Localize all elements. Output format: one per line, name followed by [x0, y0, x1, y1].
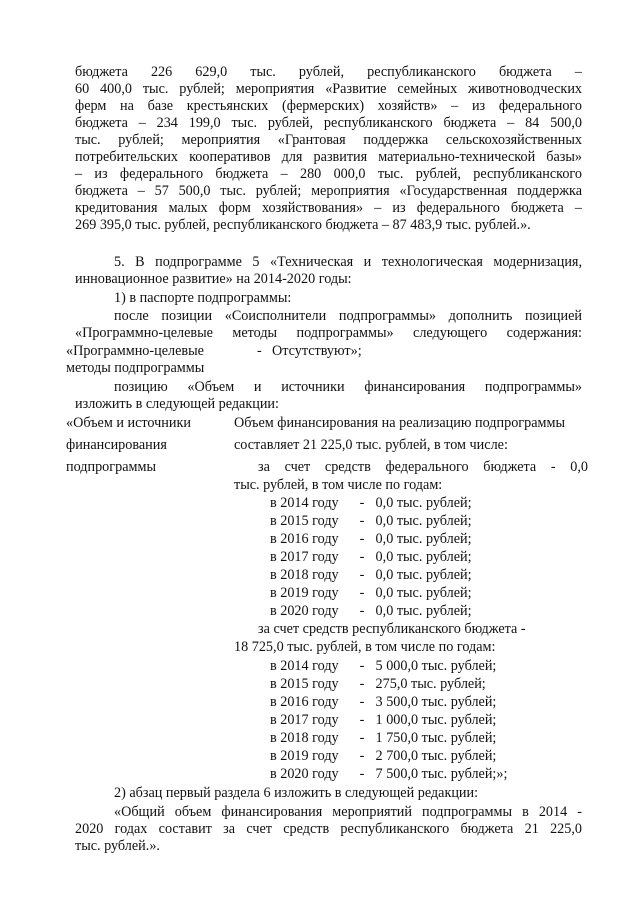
funding-label: финансирования [66, 437, 167, 453]
republic-year-row: в 2018 году - 1 750,0 тыс. рублей; [270, 730, 497, 746]
position-instruction-cont: изложить в следующей редакции: [75, 396, 279, 412]
republic-year-row: в 2015 году - 275,0 тыс. рублей; [270, 676, 486, 692]
quote-line: «Общий объем финансирования мероприятий подпрограммы в 2014 - [114, 804, 582, 820]
federal-year-row: в 2014 году - 0,0 тыс. рублей; [270, 495, 472, 511]
position-instruction: позицию «Объем и источники финансирования подпрограммы» [114, 379, 582, 395]
republic-year-row: в 2019 году - 2 700,0 тыс. рублей; [270, 748, 497, 764]
section-heading-cont: инновационное развитие» на 2014-2020 годы: [75, 271, 352, 287]
paragraph-line: бюджета – 234 199,0 тыс. рублей, республиканского бюджета – 84 500,0 [75, 115, 582, 131]
republic-budget-line: 18 725,0 тыс. рублей, в том числе по годам: [234, 639, 496, 655]
federal-year-row: в 2019 году - 0,0 тыс. рублей; [270, 585, 472, 601]
federal-year-row: в 2015 году - 0,0 тыс. рублей; [270, 513, 472, 529]
republic-year-row: в 2016 году - 3 500,0 тыс. рублей; [270, 694, 497, 710]
paragraph-line: – из федерального бюджета – 280 000,0 тыс. рублей, республиканского [75, 166, 582, 182]
funding-intro: Объем финансирования на реализацию подпрограммы [234, 415, 565, 431]
paragraph-line: 269 395,0 тыс. рублей, республиканского бюджета – 87 483,9 тыс. рублей.». [75, 217, 531, 233]
republic-year-row: в 2014 году - 5 000,0 тыс. рублей; [270, 658, 497, 674]
federal-budget-line: тыс. рублей, в том числе по годам: [234, 477, 443, 493]
item-1: 1) в паспорте подпрограммы: [114, 290, 292, 306]
paragraph-line: 60 400,0 тыс. рублей; мероприятия «Развитие семейных животноводческих [75, 81, 582, 97]
paragraph-line: ферм на базе крестьянских (фермерских) хозяйств» – из федерального [75, 98, 582, 114]
paragraph-line: бюджета – 57 500,0 тыс. рублей; мероприятия «Государственная поддержка [75, 183, 582, 199]
program-methods-dash: - [257, 343, 262, 359]
paragraph-line: кредитования малых форм хозяйствования» – из федерального бюджета – [75, 200, 582, 216]
paragraph-line: потребительских кооперативов для развития материально-технической базы» [75, 149, 582, 165]
federal-budget-line: за счет средств федерального бюджета - 0,0 [258, 459, 588, 475]
section-heading: 5. В подпрограмме 5 «Техническая и технологическая модернизация, [114, 254, 582, 270]
quote-line: 2020 годах составит за счет средств республиканского бюджета 21 225,0 [75, 821, 582, 837]
republic-budget-line: за счет средств республиканского бюджета - [258, 621, 526, 637]
item-2: 2) абзац первый раздела 6 изложить в следующей редакции: [114, 785, 479, 801]
federal-year-row: в 2020 году - 0,0 тыс. рублей; [270, 603, 472, 619]
program-methods-label-cont: методы подпрограммы [66, 360, 205, 376]
funding-intro: составляет 21 225,0 тыс. рублей, в том числе: [234, 437, 508, 453]
insert-instruction: после позиции «Соисполнители подпрограммы» дополнить позицией [114, 308, 582, 324]
federal-year-row: в 2016 году - 0,0 тыс. рублей; [270, 531, 472, 547]
republic-year-row: в 2020 году - 7 500,0 тыс. рублей;»; [270, 766, 508, 782]
funding-label: подпрограммы [66, 459, 156, 475]
paragraph-line: тыс. рублей; мероприятия «Грантовая поддержка сельскохозяйственных [75, 132, 582, 148]
federal-year-row: в 2018 году - 0,0 тыс. рублей; [270, 567, 472, 583]
funding-label: «Объем и источники [66, 415, 191, 431]
republic-year-row: в 2017 году - 1 000,0 тыс. рублей; [270, 712, 497, 728]
paragraph-line: бюджета 226 629,0 тыс. рублей, республиканского бюджета – [75, 64, 582, 80]
quote-line: тыс. рублей.». [75, 838, 160, 854]
program-methods-label: «Программно-целевые [66, 343, 204, 359]
program-methods-value: Отсутствуют»; [272, 343, 362, 359]
federal-year-row: в 2017 году - 0,0 тыс. рублей; [270, 549, 472, 565]
insert-instruction-cont: «Программно-целевые методы подпрограммы» следующего содержания: [75, 325, 582, 341]
